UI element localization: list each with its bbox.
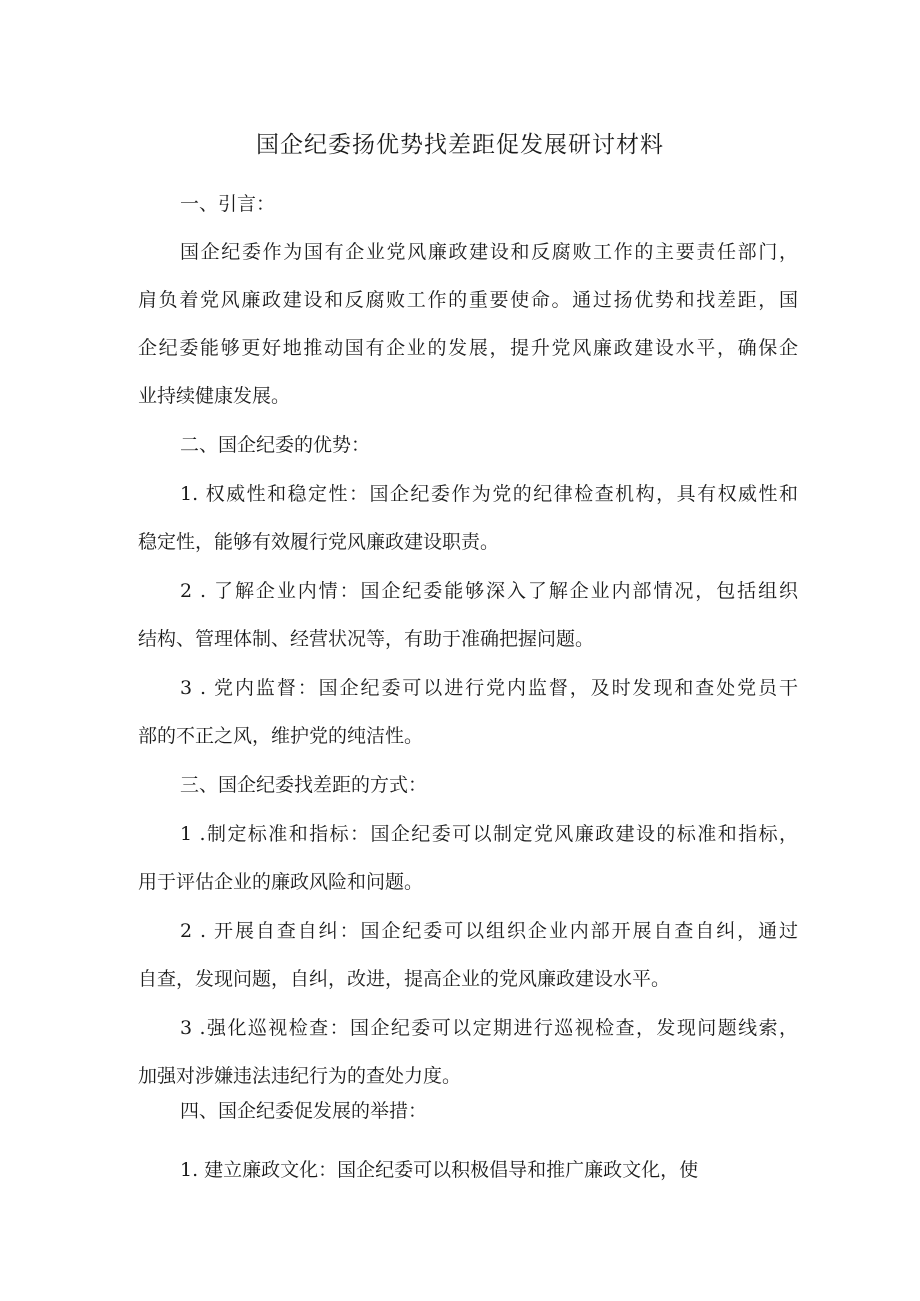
section-heading-development: 四、国企纪委促发展的举措： [180, 1100, 428, 1122]
paragraph-line: 3 . 党内监督：国企纪委可以进行党内监督，及时发现和查处党员干 [180, 677, 798, 699]
paragraph-line: 部的不正之风，维护党的纯洁性。 [138, 725, 424, 747]
paragraph-line: 业持续健康发展。 [138, 385, 291, 407]
paragraph-line: 1 .制定标准和指标：国企纪委可以制定党风廉政建设的标准和指标， [180, 823, 798, 845]
paragraph-line: 2 . 了解企业内情：国企纪委能够深入了解企业内部情况，包括组织 [180, 580, 798, 602]
paragraph-line: 1. 建立廉政文化：国企纪委可以积极倡导和推广廉政文化，使 [180, 1159, 699, 1181]
paragraph-line: 企纪委能够更好地推动国有企业的发展，提升党风廉政建设水平，确保企 [138, 337, 798, 359]
paragraph-line: 自查，发现问题，自纠，改进，提高企业的党风廉政建设水平。 [138, 968, 671, 990]
section-heading-advantages: 二、国企纪委的优势： [180, 434, 371, 456]
paragraph-line: 2 . 开展自查自纠：国企纪委可以组织企业内部开展自查自纠，通过 [180, 920, 798, 942]
paragraph-line: 用于评估企业的廉政风险和问题。 [138, 871, 424, 893]
paragraph-line: 1. 权威性和稳定性：国企纪委作为党的纪律检查机构，具有权威性和 [180, 483, 798, 505]
document-title: 国企纪委扬优势找差距促发展研讨材料 [256, 132, 664, 158]
section-heading-introduction: 一、引言： [180, 193, 276, 215]
paragraph-line: 国企纪委作为国有企业党风廉政建设和反腐败工作的主要责任部门， [180, 241, 798, 263]
paragraph-line: 稳定性，能够有效履行党风廉政建设职责。 [138, 531, 500, 553]
paragraph-line: 3 .强化巡视检查：国企纪委可以定期进行巡视检查，发现问题线索， [180, 1017, 798, 1039]
section-heading-gaps: 三、国企纪委找差距的方式： [180, 774, 428, 796]
paragraph-line: 结构、管理体制、经营状况等，有助于准确把握问题。 [138, 628, 595, 650]
paragraph-line: 肩负着党风廉政建设和反腐败工作的重要使命。通过扬优势和找差距，国 [138, 289, 798, 311]
paragraph-line: 加强对涉嫌违法违纪行为的查处力度。 [138, 1065, 462, 1087]
